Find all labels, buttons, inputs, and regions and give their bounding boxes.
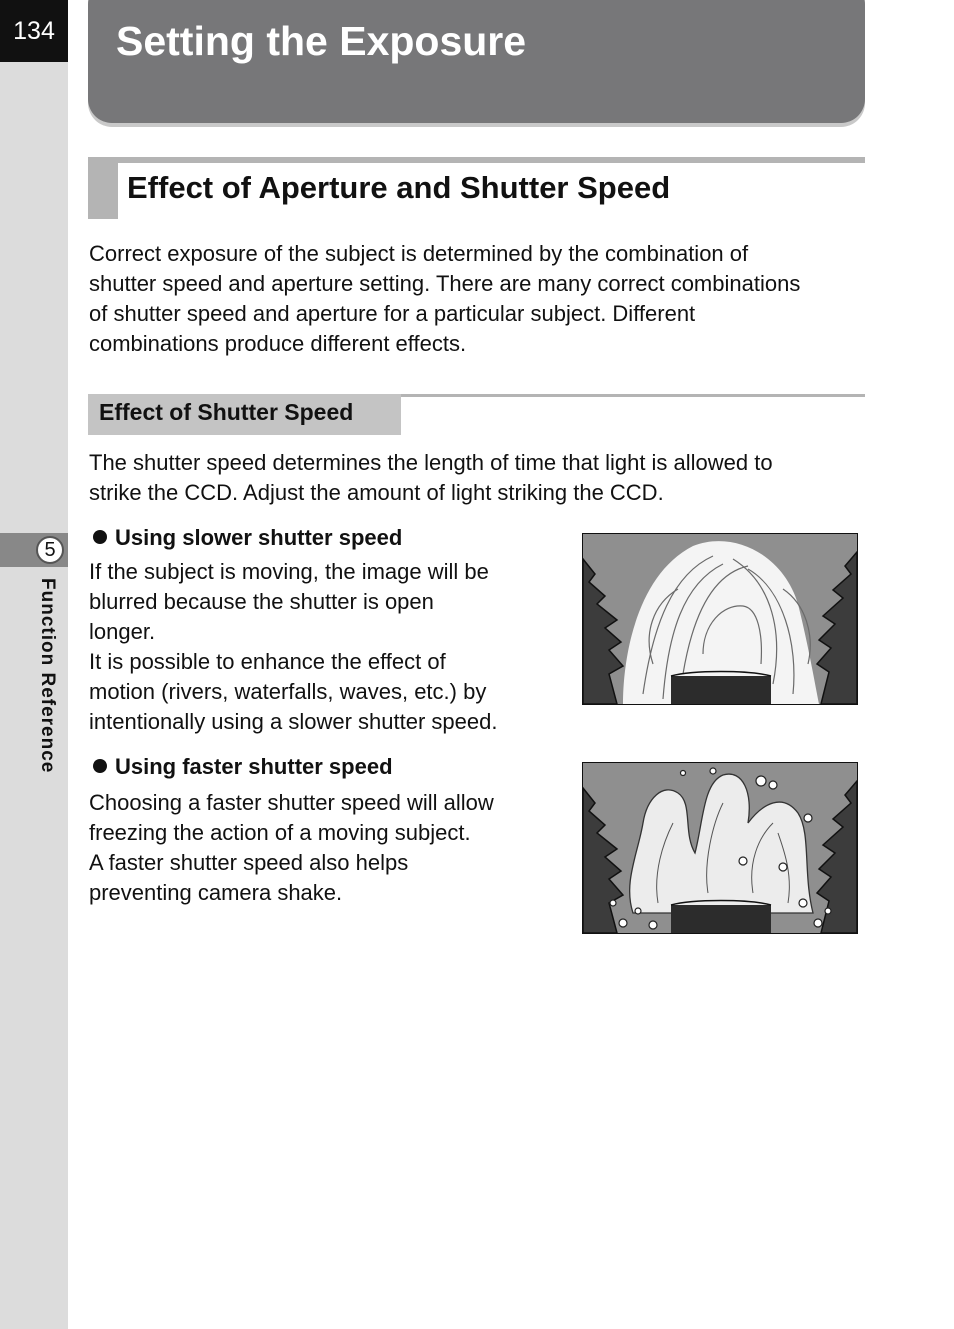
chapter-number: 5: [36, 536, 64, 564]
intro-line: shutter speed and aperture setting. There are many correct combinations: [89, 271, 801, 296]
page-number: 134: [0, 0, 68, 62]
frozen-fountain-illustration: [582, 762, 858, 934]
subsection-title: Effect of Shutter Speed: [99, 399, 354, 425]
subsection-intro: [89, 448, 773, 508]
intro-line: strike the CCD. Adjust the amount of light striking the CCD.: [89, 480, 664, 505]
bullet-icon: [93, 530, 107, 544]
section-marker: [88, 157, 118, 219]
text-line: freezing the action of a moving subject.: [89, 820, 471, 845]
section-rule: [88, 157, 865, 163]
slower-shutter-text: [89, 557, 497, 737]
intro-line: Correct exposure of the subject is determined by the combination of: [89, 241, 749, 266]
text-line: blurred because the shutter is open: [89, 589, 434, 614]
text-line: intentionally using a slower shutter speed.: [89, 709, 498, 734]
text-line: preventing camera shake.: [89, 880, 343, 905]
intro-line: combinations produce different effects.: [89, 331, 467, 356]
faster-shutter-heading: Using faster shutter speed: [93, 754, 393, 780]
text-line: Choosing a faster shutter speed will allow: [89, 790, 494, 815]
chapter-label: Function Reference: [37, 578, 58, 774]
blurred-fountain-illustration: [582, 533, 858, 705]
text-line: A faster shutter speed also helps: [89, 850, 409, 875]
intro-line: The shutter speed determines the length of time that light is allowed to: [89, 450, 773, 475]
intro-line: of shutter speed and aperture for a particular subject. Different: [89, 301, 696, 326]
section-intro: [89, 239, 800, 359]
text-line: longer.: [89, 619, 156, 644]
section-title: Effect of Aperture and Shutter Speed: [127, 170, 671, 205]
page-title: Setting the Exposure: [116, 18, 527, 64]
faster-shutter-text: [89, 788, 494, 908]
text-line: motion (rivers, waterfalls, waves, etc.) by: [89, 679, 487, 704]
slower-shutter-heading: Using slower shutter speed: [93, 525, 402, 551]
bullet-icon: [93, 759, 107, 773]
text-line: If the subject is moving, the image will be: [89, 559, 489, 584]
text-line: It is possible to enhance the effect of: [89, 649, 446, 674]
